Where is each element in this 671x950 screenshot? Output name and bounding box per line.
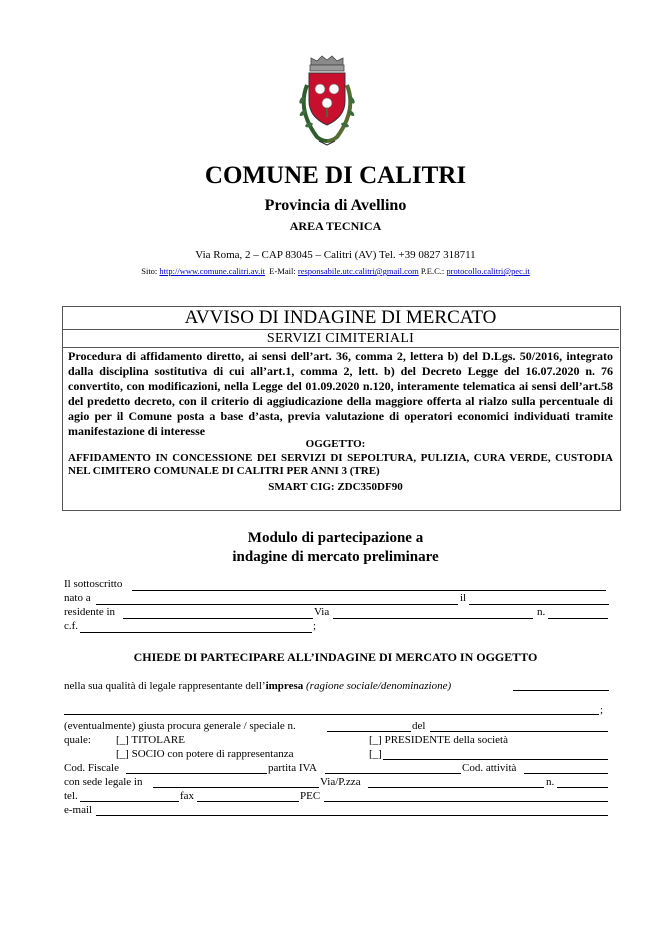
quale-label: quale: (64, 734, 91, 746)
nato-a-field[interactable] (96, 604, 458, 605)
procura-label: (eventualmente) giusta procura generale / speciale n. (64, 720, 296, 732)
impresa-field[interactable] (64, 714, 599, 715)
form-heading-line2: indagine di mercato preliminare (232, 549, 439, 565)
fax-field[interactable] (197, 801, 299, 802)
option-titolare[interactable]: [_] TITOLARE (116, 734, 185, 746)
email-label: E-Mail: (269, 266, 296, 276)
pec-field[interactable] (324, 801, 608, 802)
via-label: Via (314, 606, 330, 618)
partita-iva-label: partita IVA (268, 762, 317, 774)
partita-iva-field[interactable] (325, 773, 461, 774)
department-label: AREA TECNICA (289, 219, 382, 233)
sottoscritto-field[interactable] (132, 590, 606, 591)
cod-attivita-label: Cod. attività (462, 762, 517, 774)
cf-label: c.f. (64, 620, 79, 632)
cig-code: SMART CIG: ZDC350DF90 (268, 481, 403, 493)
cod-fiscale-field[interactable] (126, 773, 267, 774)
via-pzza-field[interactable] (368, 787, 544, 788)
pec-label: PEC (300, 790, 321, 802)
tel-label: tel. (64, 790, 78, 802)
il-field[interactable] (469, 604, 609, 605)
via-field[interactable] (333, 618, 533, 619)
cf-field[interactable] (80, 632, 312, 633)
il-label: il (460, 592, 467, 604)
del-label: del (412, 720, 426, 732)
option-altro-field[interactable] (383, 759, 608, 760)
cf-end: ; (313, 620, 317, 632)
email-field[interactable] (96, 815, 608, 816)
cod-attivita-field[interactable] (524, 773, 608, 774)
sottoscritto-label: Il sottoscritto (64, 578, 123, 590)
residente-field[interactable] (123, 618, 313, 619)
n2-label: n. (546, 776, 555, 788)
cod-fiscale-label: Cod. Fiscale (64, 762, 119, 774)
impresa-end: ; (600, 704, 604, 716)
ragione-sociale-field[interactable] (513, 690, 609, 691)
notice-title: AVVISO DI INDAGINE DI MERCATO (62, 306, 619, 330)
sede-legale-label: con sede legale in (64, 776, 143, 788)
procura-date-field[interactable] (430, 731, 608, 732)
form-heading-line1: Modulo di partecipazione a (247, 530, 424, 546)
object-label: OGGETTO: (305, 438, 366, 450)
email-label: e-mail (64, 804, 93, 816)
ragione-sociale-label: (ragione sociale/denominazione) (306, 680, 452, 692)
option-socio[interactable]: [_] SOCIO con potere di rappresentanza (116, 748, 294, 760)
n-label: n. (537, 606, 546, 618)
qualita-line (64, 680, 451, 693)
option-presidente[interactable]: [_] PRESIDENTE della società (369, 734, 508, 746)
nato-a-label: nato a (64, 592, 91, 604)
sede-legale-field[interactable] (153, 787, 319, 788)
municipality-title: COMUNE DI CALITRI (204, 162, 467, 189)
email-link[interactable]: responsabile.utc.calitri@gmail.com (297, 266, 419, 276)
contacts-line (0, 266, 671, 276)
site-label: Sito: (141, 266, 158, 276)
form-heading (0, 529, 671, 567)
option-altro[interactable]: [_] (369, 748, 382, 760)
object-text: AFFIDAMENTO IN CONCESSIONE DEI SERVIZI DI SEPOLTURA, PULIZIA, CURA VERDE, CUSTODIA NEL CIMITERO COMUNALE DI CALITRI PER ANNI 3 (TRE) (68, 452, 613, 477)
notice-subtitle: SERVIZI CIMITERIALI (62, 330, 619, 348)
fax-label: fax (180, 790, 195, 802)
via-pzza-label: Via/P.zza (320, 776, 361, 788)
qualita-prefix: nella sua qualità di legale rappresentante dell’ (64, 680, 266, 692)
pec-label: P.E.C.: (420, 266, 445, 276)
site-link[interactable]: http://www.comune.calitri.av.it (159, 266, 266, 276)
pec-link[interactable]: protocollo.calitri@pec.it (446, 266, 530, 276)
procedure-text: Procedura di affidamento diretto, ai sensi dell’art. 36, comma 2, lettera b) del D.Lgs. 50/2016, integrato dalla disciplina sostitutiva di cui all’art.1, comma 2, lett. b) del Decreto Legge del 16.07.2020 n. 76 convertito, con modificazioni, nella Legge del 01.09.2020 n.120, interamente telematica ai sensi dell’art.58 del predetto decreto, con il criterio di aggiudicazione della maggiore offerta al rialzo sulla percentuale di agio per il Comune posta a base d’asta, previa valutazione di operatori economici individuati tramite manifestazione di interesse (68, 349, 613, 438)
n2-field[interactable] (557, 787, 608, 788)
procura-number-field[interactable] (327, 731, 411, 732)
address-line: Via Roma, 2 – CAP 83045 – Calitri (AV) Tel. +39 0827 318711 (195, 249, 476, 261)
request-heading: CHIEDE DI PARTECIPARE ALL’INDAGINE DI MERCATO IN OGGETTO (133, 650, 538, 664)
n-field[interactable] (548, 618, 608, 619)
province-label: Provincia di Avellino (264, 197, 407, 214)
residente-label: residente in (64, 606, 116, 618)
tel-field[interactable] (80, 801, 179, 802)
impresa-label: impresa (265, 680, 304, 692)
municipal-crest (287, 55, 367, 155)
